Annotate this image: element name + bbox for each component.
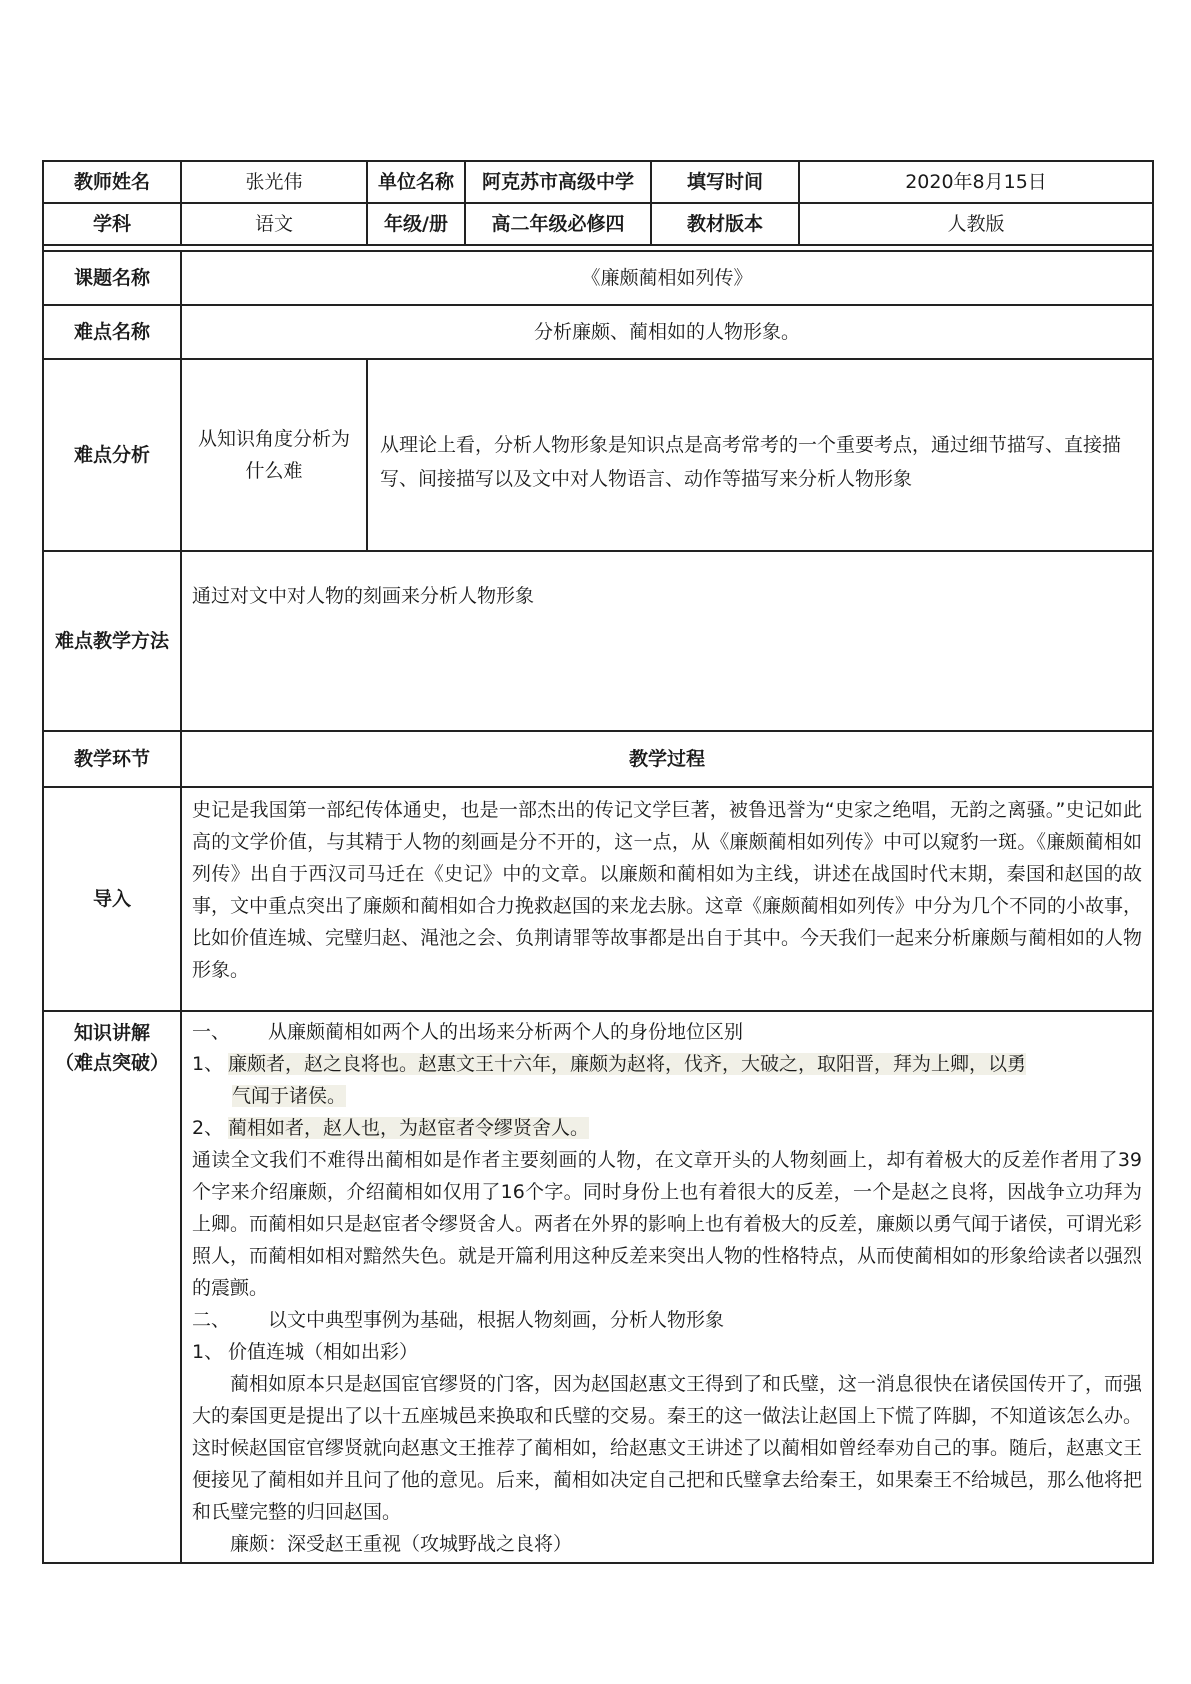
lesson-plan-document <box>42 160 1152 1564</box>
difficulty-row <box>43 305 1153 359</box>
story-paragraph: 蔺相如原本只是赵国宦官缪贤的门客，因为赵国赵惠文王得到了和氏璧，这一消息很快在诸侯国传开了，而强大的秦国更是提出了以十五座城邑来换取和氏璧的交易。秦王的这一做法让赵国上下慌了阵脚，不知道该怎么办。这时候赵国宦官缪贤就向赵惠文王推荐了蔺相如，给赵惠文王讲述了以蔺相如曾经奉劝自己的事。随后，赵惠文王便接见了蔺相如并且问了他的意见。后来，蔺相如决定自己把和氏璧拿去给秦王，如果秦王不给城邑，那么他将把和氏璧完整的归回赵国。 <box>192 1373 1143 1523</box>
subject-value: 语文 <box>181 203 367 245</box>
analysis-row <box>43 359 1153 551</box>
unit-label: 单位名称 <box>367 161 465 203</box>
item-1-text: 廉颇者，赵之良将也。赵惠文王十六年，廉颇为赵将，伐齐，大破之，取阳晋，拜为上卿，以勇 <box>228 1053 1027 1075</box>
item-2-text: 蔺相如者，赵人也，为赵宦者令缪贤舍人。 <box>228 1117 590 1139</box>
edition-value: 人教版 <box>799 203 1153 245</box>
unit-value: 阿克苏市高级中学 <box>465 161 651 203</box>
analysis-paragraph-1: 通读全文我们不难得出蔺相如是作者主要刻画的人物，在文章开头的人物刻画上，却有着极大的反差作者用了39个字来介绍廉颇，介绍蔺相如仅用了16个字。同时身份上也有着很大的反差，一个是赵之良将，因战争立功拜为上卿。而蔺相如只是赵宦者令缪贤舍人。两者在外界的影响上也有着极大的反差，廉颇以勇气闻于诸侯，可谓光彩照人，而蔺相如相对黯然失色。就是开篇利用这种反差来突出人物的性格特点，从而使蔺相如的形象给读者以强烈的震颤。 <box>192 1149 1143 1299</box>
method-row <box>43 551 1153 731</box>
subsection-1-number: 1、 <box>192 1341 224 1363</box>
teacher-value: 张光伟 <box>181 161 367 203</box>
header-row-2 <box>43 203 1153 245</box>
item-1-line-2 <box>192 1080 1142 1112</box>
knowledge-label-line1: 知识讲解 <box>73 1022 150 1044</box>
lianpo-note: 廉颇：深受赵王重视（攻城野战之良将） <box>230 1533 573 1555</box>
section-2-number: 二、 <box>192 1309 231 1331</box>
subsection-1-heading <box>192 1336 1142 1368</box>
item-2-number: 2、 <box>192 1117 224 1139</box>
lesson-plan-table <box>42 160 1154 1564</box>
section-1-number: 一、 <box>192 1021 231 1043</box>
difficulty-value: 分析廉颇、蔺相如的人物形象。 <box>181 305 1153 359</box>
analysis-label: 难点分析 <box>43 359 181 551</box>
section-2-title: 以文中典型事例为基础，根据人物刻画，分析人物形象 <box>268 1309 725 1331</box>
edition-label: 教材版本 <box>651 203 799 245</box>
date-value: 2020年8月15日 <box>799 161 1153 203</box>
method-text: 通过对文中对人物的刻画来分析人物形象 <box>181 551 1153 731</box>
analysis-text: 从理论上看，分析人物形象是知识点是高考常考的一个重要考点，通过细节描写、直接描写、间接描写以及文中对人物语言、动作等描写来分析人物形象 <box>367 359 1153 551</box>
process-title: 教学过程 <box>181 731 1153 787</box>
topic-row <box>43 251 1153 305</box>
header-row-1 <box>43 161 1153 203</box>
knowledge-row <box>43 1011 1153 1563</box>
grade-label: 年级/册 <box>367 203 465 245</box>
subject-label: 学科 <box>43 203 181 245</box>
section-2-heading <box>192 1304 1142 1336</box>
process-label: 教学环节 <box>43 731 181 787</box>
grade-value: 高二年级必修四 <box>465 203 651 245</box>
knowledge-label <box>43 1011 181 1563</box>
section-1-heading <box>192 1016 1142 1048</box>
item-2 <box>192 1112 1142 1144</box>
knowledge-label-line2: （难点突破） <box>54 1052 169 1074</box>
difficulty-label: 难点名称 <box>43 305 181 359</box>
intro-row <box>43 787 1153 1011</box>
section-1-title: 从廉颇蔺相如两个人的出场来分析两个人的身份地位区别 <box>268 1021 744 1043</box>
process-header-row <box>43 731 1153 787</box>
item-1-number: 1、 <box>192 1053 224 1075</box>
topic-value: 《廉颇蔺相如列传》 <box>181 251 1153 305</box>
method-label: 难点教学方法 <box>43 551 181 731</box>
knowledge-content <box>181 1011 1153 1563</box>
item-1-text-cont: 气闻于诸侯。 <box>232 1085 347 1107</box>
subsection-1-title: 价值连城（相如出彩） <box>228 1341 419 1363</box>
intro-label: 导入 <box>43 787 181 1011</box>
intro-text: 史记是我国第一部纪传体通史，也是一部杰出的传记文学巨著，被鲁迅誉为“史家之绝唱，无韵之离骚。”史记如此高的文学价值，与其精于人物的刻画是分不开的，这一点，从《廉颇蔺相如列传》中可以窥豹一斑。《廉颇蔺相如列传》出自于西汉司马迁在《史记》中的文章。以廉颇和蔺相如为主线，讲述在战国时代末期，秦国和赵国的故事，文中重点突出了廉颇和蔺相如合力挽救赵国的来龙去脉。这章《廉颇蔺相如列传》中分为几个不同的小故事，比如价值连城、完璧归赵、渑池之会、负荆请罪等故事都是出自于其中。今天我们一起来分析廉颇与蔺相如的人物形象。 <box>192 799 1143 981</box>
analysis-sub-label: 从知识角度分析为什么难 <box>181 359 367 551</box>
item-1-line-1 <box>192 1048 1142 1080</box>
teacher-label: 教师姓名 <box>43 161 181 203</box>
intro-cell <box>181 787 1153 1011</box>
topic-label: 课题名称 <box>43 251 181 305</box>
date-label: 填写时间 <box>651 161 799 203</box>
